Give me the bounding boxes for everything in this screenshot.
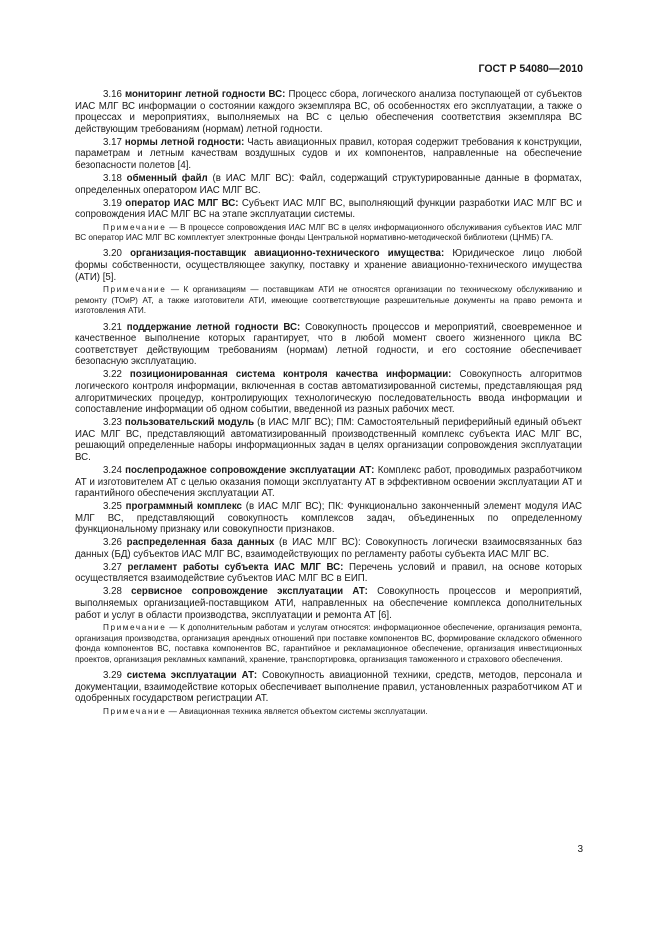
definition-text: Комплекс работ, проводимых разработчиком АТ и изготовителем АТ с целью оказания помощи эксплуатанту АТ в эффективном освоении эксплуатации АТ и гарантийного обеспечения эксплуатации АТ. [75, 464, 582, 500]
definition-3-25 [75, 501, 582, 536]
clause-number: 3.28 [103, 586, 122, 598]
term: программный комплекс [125, 501, 242, 513]
term: организация-поставщик авиационно-технического имущества: [130, 248, 445, 260]
clause-number: 3.22 [103, 369, 122, 381]
definition-3-20 [75, 248, 582, 283]
definition-text: Юридическое лицо любой формы собственности, осуществляющее закупку, поставку и хранение авиационно-технического имущества (АТИ) [5]. [75, 248, 582, 283]
note-3-19 [75, 223, 582, 244]
clause-number: 3.24 [103, 464, 122, 476]
clause-number: 3.23 [103, 417, 122, 429]
definition-3-23 [75, 417, 582, 463]
definition-text: Совокупность авиационной техники, средств, методов, персонала и документации, взаимодействие которых обеспечивает выполнение правил, установленных разработчиком АТ и одобренных государством регистрации АТ. [75, 670, 582, 705]
note-text: — Авиационная техника является объектом системы эксплуатации. [168, 706, 428, 716]
term: сервисное сопровождение эксплуатации АТ: [131, 586, 368, 598]
definition-text: Субъект ИАС МЛГ ВС, выполняющий функции разработки ИАС МЛГ ВС и сопровождения ИАС МЛГ ВС на этапе эксплуатации системы. [75, 197, 582, 221]
note-3-29 [75, 707, 582, 718]
definition-text: Процесс сбора, логического анализа поступающей от субъектов ИАС МЛГ ВС информации о состоянии каждого экземпляра ВС, об особенностях его эксплуатации, а также о процессах и мероприятиях, выполняемых на ВС с целью обеспечения соответствия экземпляра ВС действующим требованиям (нормам) летной годности. [75, 89, 582, 135]
definition-3-29 [75, 670, 582, 705]
term: пользовательский модуль [124, 417, 255, 429]
definition-3-22 [75, 369, 582, 415]
term: оператор ИАС МЛГ ВС: [125, 197, 239, 209]
definition-text: (в ИАС МЛГ ВС): Файл, содержащий структурированные данные в форматах, определенных оператором ИАС МЛГ ВС. [75, 172, 582, 196]
definition-text: (в ИАС МЛГ ВС): Совокупность логически взаимосвязанных баз данных (БД) субъектов ИАС МЛГ ВС, взаимодействующих по регламенту работы субъекта ИАС МЛГ ВС. [75, 537, 582, 560]
note-label: Примечание [103, 706, 167, 716]
definition-text: (в ИАС МЛГ ВС); ПМ: Самостоятельный периферийный единый объект ИАС МЛГ ВС, представляющий автоматизированный производственный комплекс субъекта ИАС МЛГ ВС, решающий определенные наборы информационных задач в целях организации сопровождения эксплуатации ВС. [75, 417, 582, 463]
term: послепродажное сопровождение эксплуатации АТ: [125, 464, 375, 476]
definition-3-26 [75, 537, 582, 560]
definition-3-16 [75, 89, 582, 135]
term: обменный файл [126, 172, 208, 184]
term: нормы летной годности: [124, 136, 245, 148]
term: система эксплуатации АТ: [126, 670, 258, 682]
definition-3-27 [75, 562, 582, 585]
note-label: Примечание [103, 285, 167, 295]
note-text: — В процессе сопровождения ИАС МЛГ ВС в целях информационного обслуживания субъектов ИАС МЛГ ВС оператор ИАС МЛГ ВС комплектует электронные фонды Центральной нормативно-методической библиотеки (ЦНМБ) ГА. [75, 222, 582, 243]
document-body [75, 89, 582, 722]
definition-3-19 [75, 198, 582, 221]
term: регламент работы субъекта ИАС МЛГ ВС: [127, 561, 344, 573]
definition-3-18 [75, 173, 582, 196]
term: поддержание летной годности ВС: [126, 321, 301, 333]
term: мониторинг летной годности ВС: [124, 89, 286, 100]
note-label: Примечание [103, 623, 167, 633]
clause-number: 3.18 [103, 172, 122, 184]
term: распределенная база данных [126, 537, 275, 549]
clause-number: 3.17 [103, 136, 122, 148]
definition-3-21 [75, 322, 582, 368]
note-label: Примечание [103, 222, 167, 232]
note-text: — К дополнительным работам и услугам относятся: информационное обеспечение, организация ремонта, организация производства, организация арендных отношений при поставке компонентов ВС, формирование складского обменного фонда компонентов ВС, поставка компонентов ВС, гарантийное и рекламационное обеспечение, организация инвестиционных проектов, организация рекламных кампаний, хранение, транспортировка, организация таможенного и страхового обеспечения. [75, 623, 582, 664]
definition-3-24 [75, 465, 582, 500]
definition-text: Часть авиационных правил, которая содержит требования к конструкции, параметрам и летным качествам воздушных судов и их компонентов, направленные на обеспечение безопасности полетов [4]. [75, 136, 582, 171]
clause-number: 3.21 [103, 321, 122, 333]
term: позиционированная система контроля качества информации: [129, 369, 452, 381]
note-text: — К организациям — поставщикам АТИ не относятся организации по техническому обслуживанию и ремонту (ТОиР) АТ, а также изготовители АТИ, имеющие соответствующие разрешительные документы на право ремонта и изготовления АТИ. [75, 285, 582, 316]
page-number: 3 [577, 844, 583, 855]
clause-number: 3.16 [103, 89, 122, 100]
document-code-header: ГОСТ Р 54080—2010 [478, 63, 583, 75]
clause-number: 3.19 [103, 197, 122, 209]
clause-number: 3.29 [103, 670, 122, 682]
definition-3-17 [75, 137, 582, 172]
definition-text: Совокупность процессов и мероприятий, выполняемых организацией-поставщиком АТИ, направленных на обеспечение комплекса дополнительных работ и услуг в области производства, эксплуатации и ремонта АТ [6]. [75, 586, 582, 621]
clause-number: 3.26 [103, 537, 122, 549]
note-3-20 [75, 285, 582, 317]
definition-text: Перечень условий и правил, на основе которых осуществляется взаимодействие субъектов ИАС МЛГ ВС в ЕИП. [75, 561, 582, 585]
definition-text: Совокупность алгоритмов логического контроля информации, включенная в состав автоматизированной системы, представляющая ряд алгоритмических процедур, контролирующих технологическую последовательность ввода информации и сопоставление информации об одном событии, введенной из разных рабочих мест. [75, 369, 582, 416]
clause-number: 3.25 [103, 501, 122, 513]
definition-text: (в ИАС МЛГ ВС); ПК: Функционально законченный элемент модуля ИАС МЛГ ВС, представляющий совокупность комплексов задач, объединенных по определенному функциональному признаку или совокупности признаков. [75, 501, 582, 536]
definition-3-28 [75, 586, 582, 621]
definition-text: Совокупность процессов и мероприятий, своевременное и качественное выполнение которых гарантирует, что в любой момент своего жизненного цикла ВС соответствует действующим требованиям (нормам) летной годности, и его состояние обеспечивает безопасную эксплуатацию. [75, 321, 582, 368]
note-3-28 [75, 623, 582, 665]
clause-number: 3.27 [103, 561, 122, 573]
clause-number: 3.20 [103, 248, 122, 260]
